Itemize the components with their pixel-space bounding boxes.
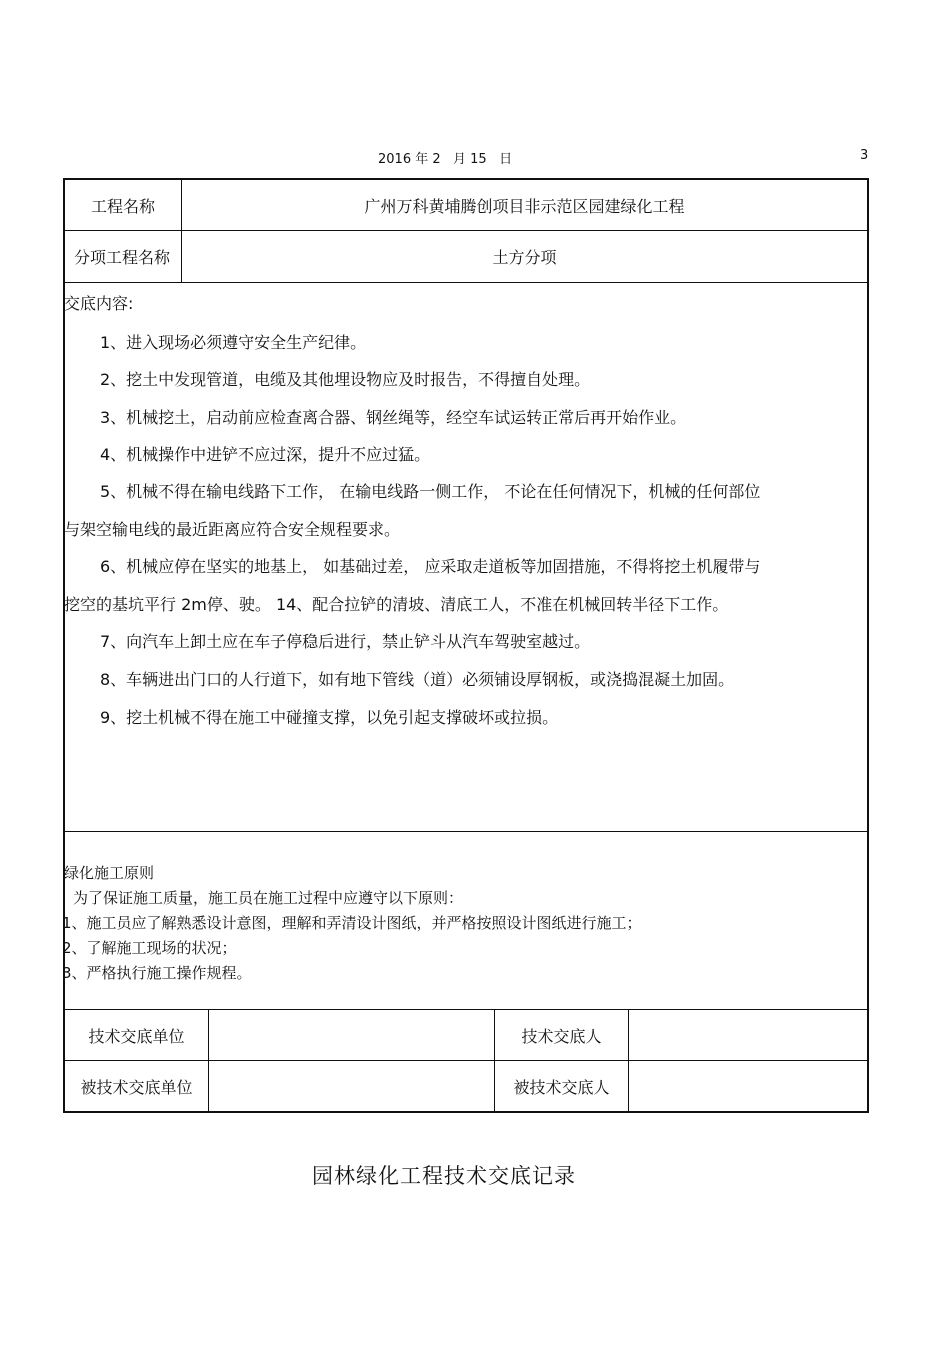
subproject-value: 土方分项 (492, 248, 557, 267)
briefing-item: 8、车辆进出门口的人行道下，如有地下管线（道）必须铺设厚钢板，或浇捣混凝土加固。 (100, 670, 735, 689)
briefing-item: 9、挖土机械不得在施工中碰撞支撑，以免引起支撑破坏或拉损。 (100, 708, 559, 727)
recv-unit-label: 被技术交底单位 (80, 1077, 193, 1097)
column-divider (208, 1009, 209, 1112)
tech-person-label: 技术交底人 (521, 1027, 602, 1046)
subproject-label: 分项工程名称 (73, 248, 170, 267)
briefing-item: 7、向汽车上卸土应在车子停稳后进行，禁止铲斗从汽车驾驶室越过。 (100, 632, 591, 651)
briefing-item: 4、机械操作中进铲不应过深，提升不应过猛。 (100, 445, 431, 464)
recv-person-label: 被技术交底人 (513, 1077, 610, 1097)
project-name-value: 广州万科黄埔腾创项目非示范区园建绿化工程 (364, 196, 685, 216)
briefing-item: 3、机械挖土，启动前应检查离合器、钢丝绳等，经空车试运转正常后再开始作业。 (100, 408, 687, 427)
briefing-item: 1、进入现场必须遵守安全生产纪律。 (100, 333, 367, 352)
row-divider (63, 1009, 869, 1010)
briefing-item: 挖空的基坑平行 2m停、驶。 14、配合拉铲的清坡、清底工人，不准在机械回转半径下工作。 (64, 595, 729, 614)
row-divider (63, 831, 869, 832)
principles-item: 3、严格执行施工操作规程。 (62, 964, 252, 982)
project-name-label: 工程名称 (90, 196, 155, 216)
page-number: 3 (860, 148, 869, 163)
principles-item: 1、施工员应了解熟悉设计意图，理解和弄清设计图纸，并严格按照设计图纸进行施工； (62, 914, 642, 932)
briefing-item: 2、挖土中发现管道，电缆及其他埋设物应及时报告，不得擅自处理。 (100, 370, 591, 389)
briefing-item: 6、机械应停在坚实的地基上， 如基础过差， 应采取走道板等加固措施，不得将挖土机履带与 (100, 557, 761, 576)
table-bottom-border (63, 1111, 869, 1113)
principles-title: 绿化施工原则 (64, 864, 155, 882)
briefing-item: 与架空输电线的最近距离应符合安全规程要求。 (64, 520, 401, 539)
principles-item: 2、了解施工现场的状况； (62, 939, 237, 957)
tech-unit-label: 技术交底单位 (88, 1027, 185, 1046)
date-text: 2016 年 2 月 15 日 (378, 152, 513, 167)
row-divider (63, 282, 869, 283)
briefing-title: 交底内容: (64, 294, 134, 313)
table-right-border (867, 178, 869, 1113)
principles-intro: 为了保证施工质量，施工员在施工过程中应遵守以下原则： (73, 889, 464, 907)
briefing-item: 5、机械不得在输电线路下工作， 在输电线路一侧工作， 不论在任何情况下，机械的任何部位 (100, 482, 761, 501)
document-title: 园林绿化工程技术交底记录 (312, 1164, 576, 1188)
column-divider (628, 1009, 629, 1112)
